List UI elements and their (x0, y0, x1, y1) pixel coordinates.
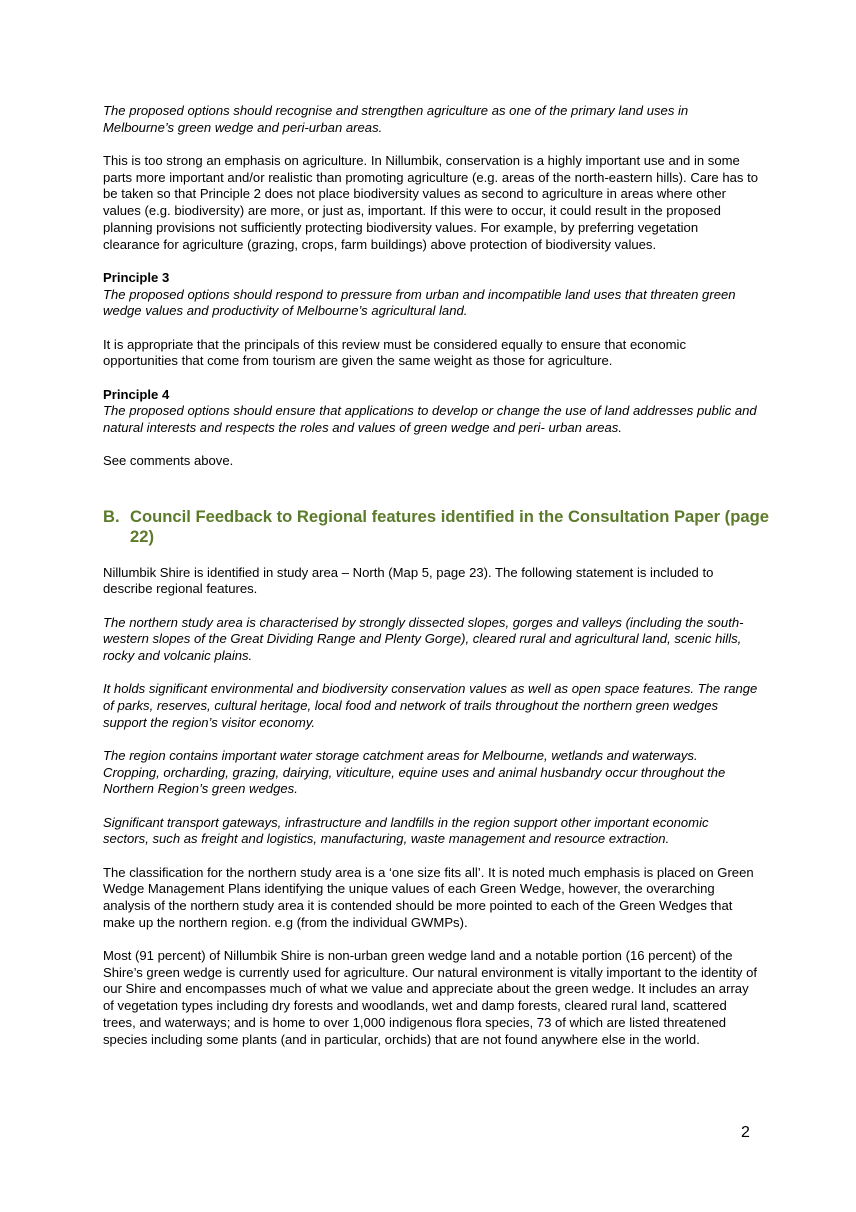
section-b-comment-2: Most (91 percent) of Nillumbik Shire is non-urban green wedge land and a notable portion (16 percent) of the Shire’s green wedge is currently used for agriculture. Our natural environment is vitally important to the identity of our Shire and encompasses much of what we value and appreciate about the green wedge. It includes an array of vegetation types including dry forests and woodlands, wet and damp forests, cleared rural land, scattered trees, and waterways; and is home to over 1,000 indigenous flora species, 73 of which are listed threatened species including some plants (and in particular, orchids) that are not found anywhere else in the world. (103, 948, 758, 1047)
principle3-heading: Principle 3 (103, 269, 170, 285)
page-number: 2 (741, 1124, 750, 1141)
principle3-quote: The proposed options should respond to pressure from urban and incompatible land uses that threaten green wedge values and productivity of Melbourne’s agricultural land. (103, 286, 736, 319)
principle2-comment: This is too strong an emphasis on agriculture. In Nillumbik, conservation is a highly important use and in some parts more important and/or realistic than promoting agriculture (e.g. areas of the north-eastern hills). Care has to be taken so that Principle 2 does not place biodiversity values as second to agriculture in areas where other values (e.g. biodiversity) are more, or just as, important. If this were to occur, it could result in the proposed planning provisions not sufficiently protecting biodiversity values. For example, by preferring vegetation clearance for agriculture (grazing, crops, farm buildings) above protection of biodiversity values. (103, 153, 759, 252)
document-body (103, 103, 769, 1048)
principle3-comment: It is appropriate that the principals of this review must be considered equally to ensure that economic opportunities that come from tourism are given the same weight as those for agriculture. (103, 336, 686, 369)
section-b-quote-4: Significant transport gateways, infrastructure and landfills in the region support other important economic sectors, such as freight and logistics, manufacturing, waste management and resource extraction. (103, 814, 709, 847)
section-b-heading (78, 507, 770, 548)
principle4-comment: See comments above. (103, 453, 234, 469)
section-b-intro: Nillumbik Shire is identified in study area – North (Map 5, page 23). The following statement is included to describe regional features. (103, 564, 714, 597)
section-b-title: Council Feedback to Regional features identified in the Consultation Paper (page 22) (130, 506, 769, 547)
principle4-heading: Principle 4 (103, 386, 170, 402)
section-b-number: B. (103, 506, 120, 526)
section-b-quote-2: It holds significant environmental and biodiversity conservation values as well as open space features. The range of parks, reserves, cultural heritage, local food and network of trails throughout the northern green wedges support the region’s visitor economy. (103, 681, 758, 730)
section-b-quote-3: The region contains important water storage catchment areas for Melbourne, wetlands and waterways. Cropping, orcharding, grazing, dairying, viticulture, equine uses and animal husbandry occur throughout the Northern Region’s green wedges. (103, 747, 726, 797)
section-b-comment-1: The classification for the northern study area is a ‘one size fits all’. It is noted much emphasis is placed on Green Wedge Management Plans identifying the unique values of each Green Wedge, however, the overarching analysis of the northern study area it is contended should be more pointed to each of the Green Wedges that make up the northern region. e.g (from the individual GWMPs). (103, 864, 754, 930)
principle2-quote: The proposed options should recognise and strengthen agriculture as one of the primary land uses in Melbourne’s green wedge and peri-urban areas. (103, 103, 689, 135)
section-b-quote-1: The northern study area is characterised by strongly dissected slopes, gorges and valleys (including the south-western slopes of the Great Dividing Range and Plenty Gorge), cleared rural and agricultural land, scenic hills, rocky and volcanic plains. (103, 614, 744, 663)
principle4-quote: The proposed options should ensure that applications to develop or change the use of land addresses public and natural interests and respects the roles and values of green wedge and peri- urban areas. (103, 403, 757, 435)
